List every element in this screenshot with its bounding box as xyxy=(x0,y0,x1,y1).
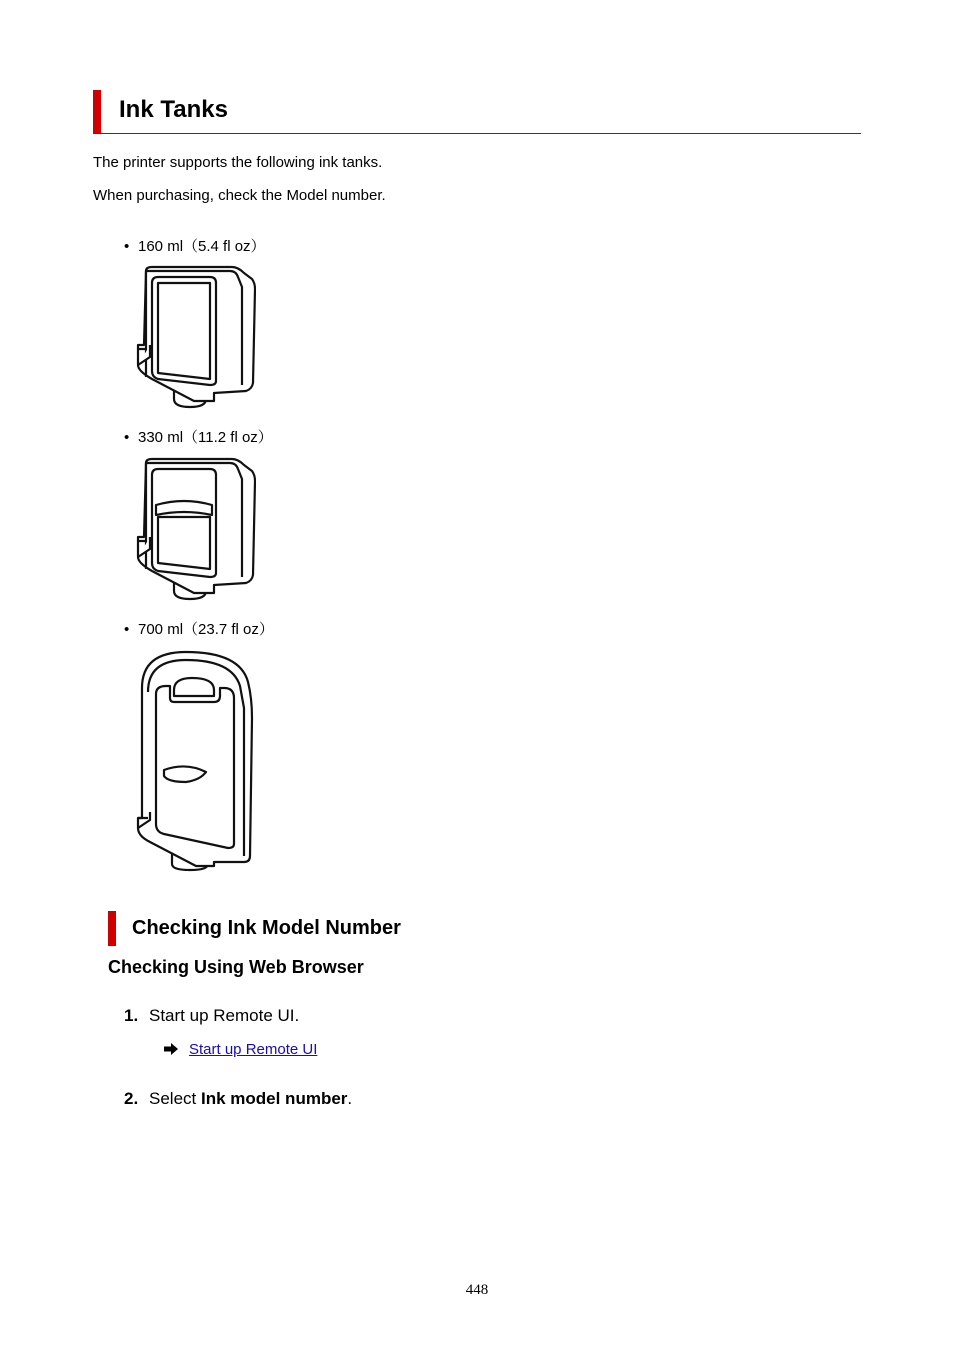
list-item xyxy=(124,618,274,639)
step-text-suffix: . xyxy=(347,1089,353,1108)
step-text-prefix: Select xyxy=(149,1089,201,1108)
bullet-icon: • xyxy=(124,429,130,446)
arrow-right-icon xyxy=(164,1042,189,1059)
list-item xyxy=(124,426,273,447)
tank-size-label: 160 ml（5.4 fl oz） xyxy=(138,238,266,255)
page-title: Ink Tanks xyxy=(119,96,228,123)
section-title: Checking Ink Model Number xyxy=(132,917,401,939)
step-text-emphasis: Ink model number xyxy=(200,1089,348,1108)
ink-tank-160ml-image xyxy=(134,265,256,411)
intro-paragraph-1: The printer supports the following ink tanks. xyxy=(93,154,383,171)
step-text: Start up Remote UI. xyxy=(149,1006,300,1025)
step-number: 2. xyxy=(124,1089,139,1108)
start-remote-ui-link[interactable]: Start up Remote UI xyxy=(189,1041,318,1058)
tank-size-label: 330 ml（11.2 fl oz） xyxy=(138,429,273,446)
ink-tank-700ml-image xyxy=(134,648,256,874)
page-number: 448 xyxy=(465,1282,489,1298)
bullet-icon: • xyxy=(124,621,130,638)
step-number: 1. xyxy=(124,1006,139,1025)
step-2 xyxy=(124,1089,352,1109)
tank-size-label: 700 ml（23.7 fl oz） xyxy=(138,621,274,638)
section-accent-bar xyxy=(108,911,116,946)
page-heading xyxy=(93,90,861,134)
heading-accent-bar xyxy=(93,90,101,133)
step-1 xyxy=(124,1006,299,1026)
intro-paragraph-2: When purchasing, check the Model number. xyxy=(93,187,386,204)
list-item xyxy=(124,235,266,256)
ink-tank-330ml-image xyxy=(134,457,256,603)
subsection-title: Checking Using Web Browser xyxy=(108,957,364,977)
related-link-row xyxy=(164,1041,317,1059)
bullet-icon: • xyxy=(124,238,130,255)
